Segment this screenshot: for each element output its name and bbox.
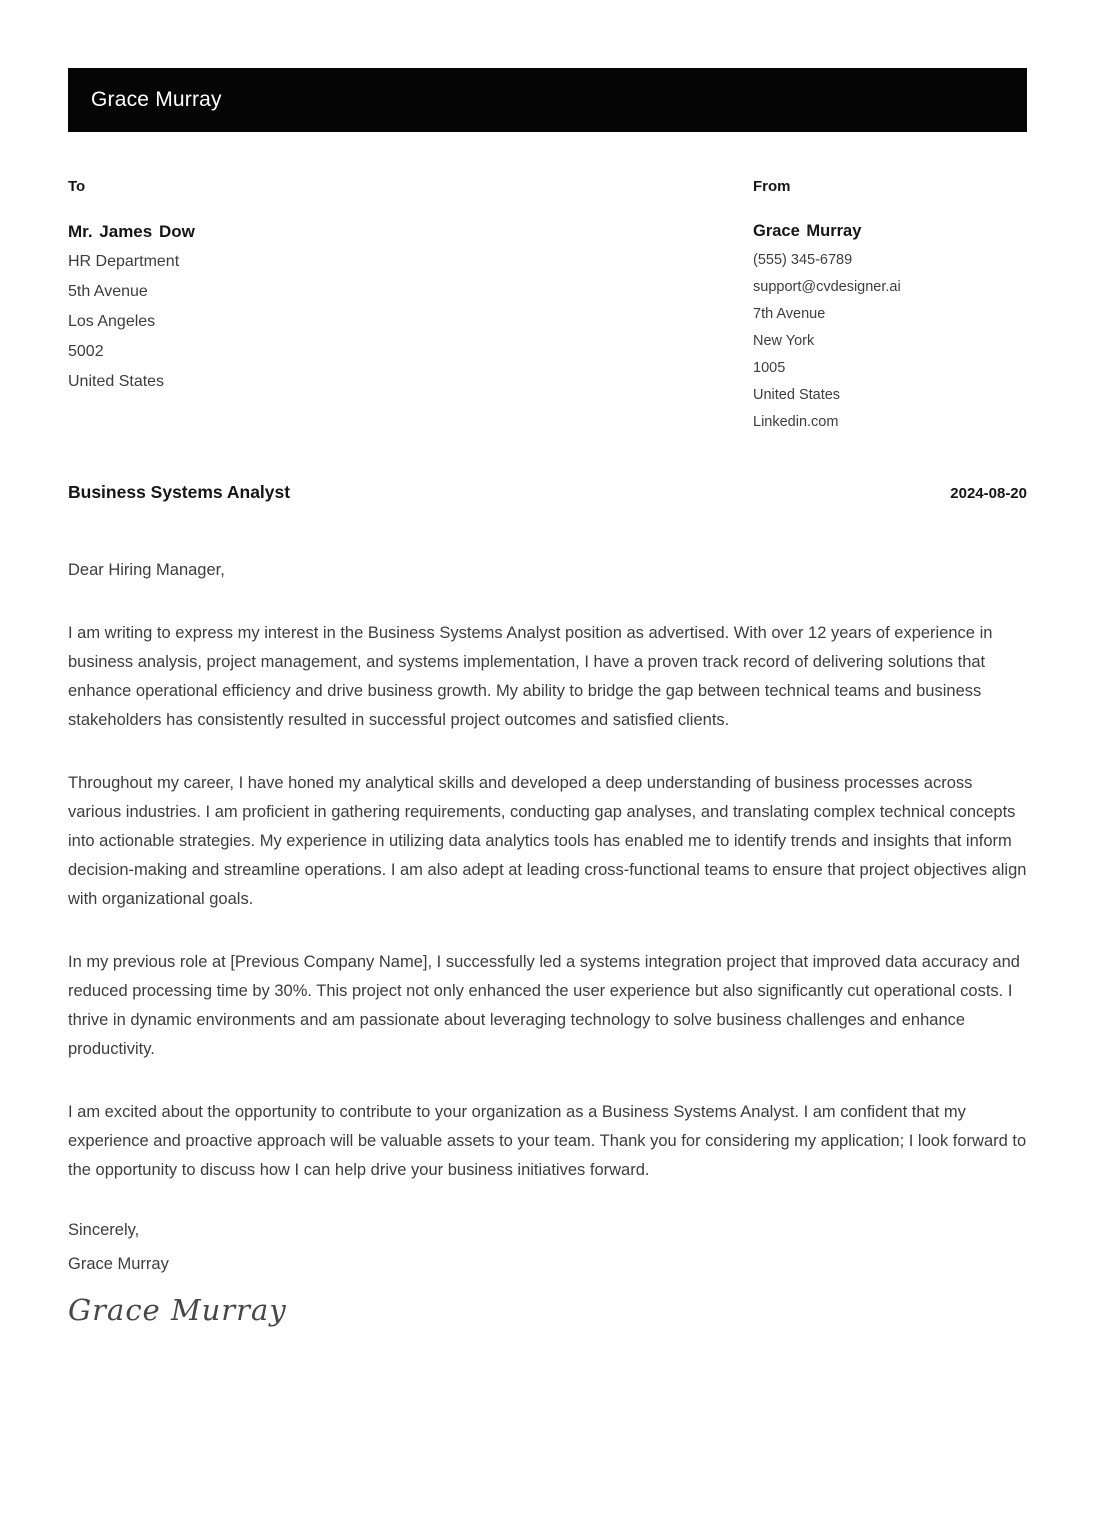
salutation: Dear Hiring Manager, — [68, 561, 225, 579]
recipient-address-line: Los Angeles — [68, 313, 156, 330]
sender-address-line: 7th Avenue — [753, 306, 826, 322]
header-name: Grace Murray — [91, 88, 222, 111]
body-paragraph: Throughout my career, I have honed my analytical skills and developed a deep understanding of business processes across various industries. I am proficient in gathering requirements, conducting gap analyses, and translating complex technical concepts into actionable strategies. My experience in utilizing data analytics tools has enabled me to identify trends and insights that inform decision-making and streamline operations. I am also adept at leading cross-functional teams to ensure that project objectives align with organizational goals. — [68, 774, 1027, 908]
sender-label: From — [753, 178, 791, 195]
body-paragraph: I am excited about the opportunity to contribute to your organization as a Business Systems Analyst. I am confident that my experience and proactive approach will be valuable assets to your team. Thank you for considering my application; I look forward to the opportunity to discuss how I can help drive your business initiatives forward. — [68, 1103, 1027, 1179]
signer-name: Grace Murray — [68, 1255, 169, 1273]
sender-name: Grace Murray — [753, 222, 862, 240]
sender-address-line: 1005 — [753, 360, 786, 376]
job-title: Business Systems Analyst — [68, 482, 291, 502]
closing-text: Sincerely, — [68, 1221, 140, 1239]
recipient-address-line: 5002 — [68, 343, 104, 360]
recipient-label: To — [68, 178, 86, 195]
recipient-address-line: United States — [68, 373, 165, 390]
recipient-block — [68, 178, 498, 436]
sender-linkedin: Linkedin.com — [753, 414, 839, 430]
address-section — [68, 178, 1027, 436]
sender-address-line: New York — [753, 333, 815, 349]
sender-block — [753, 178, 1027, 436]
header-bar — [68, 68, 1027, 132]
closing-block — [68, 1213, 1027, 1281]
subject-row — [68, 482, 1027, 503]
recipient-address-line: HR Department — [68, 253, 180, 270]
body-paragraph: I am writing to express my interest in the Business Systems Analyst position as advertised. With over 12 years of experience in business analysis, project management, and systems implementation, I have a proven track record of delivering solutions that enhance operational efficiency and drive business growth. My ability to bridge the gap between technical teams and business stakeholders has consistently resulted in successful project outcomes and satisfied clients. — [68, 624, 993, 729]
sender-address-line: United States — [753, 387, 841, 403]
signature-script: Grace Murray — [68, 1293, 287, 1327]
recipient-address-line: 5th Avenue — [68, 283, 148, 300]
body-paragraph: In my previous role at [Previous Company Name], I successfully led a systems integration project that improved data accuracy and reduced processing time by 30%. This project not only enhanced the user experience but also significantly cut operational costs. I thrive in dynamic environments and am passionate about leveraging technology to solve business challenges and enhance productivity. — [68, 953, 1020, 1058]
sender-email: support@cvdesigner.ai — [753, 279, 901, 295]
recipient-name: Mr. James Dow — [68, 222, 195, 241]
letter-date: 2024-08-20 — [950, 485, 1027, 502]
sender-phone: (555) 345-6789 — [753, 252, 853, 268]
